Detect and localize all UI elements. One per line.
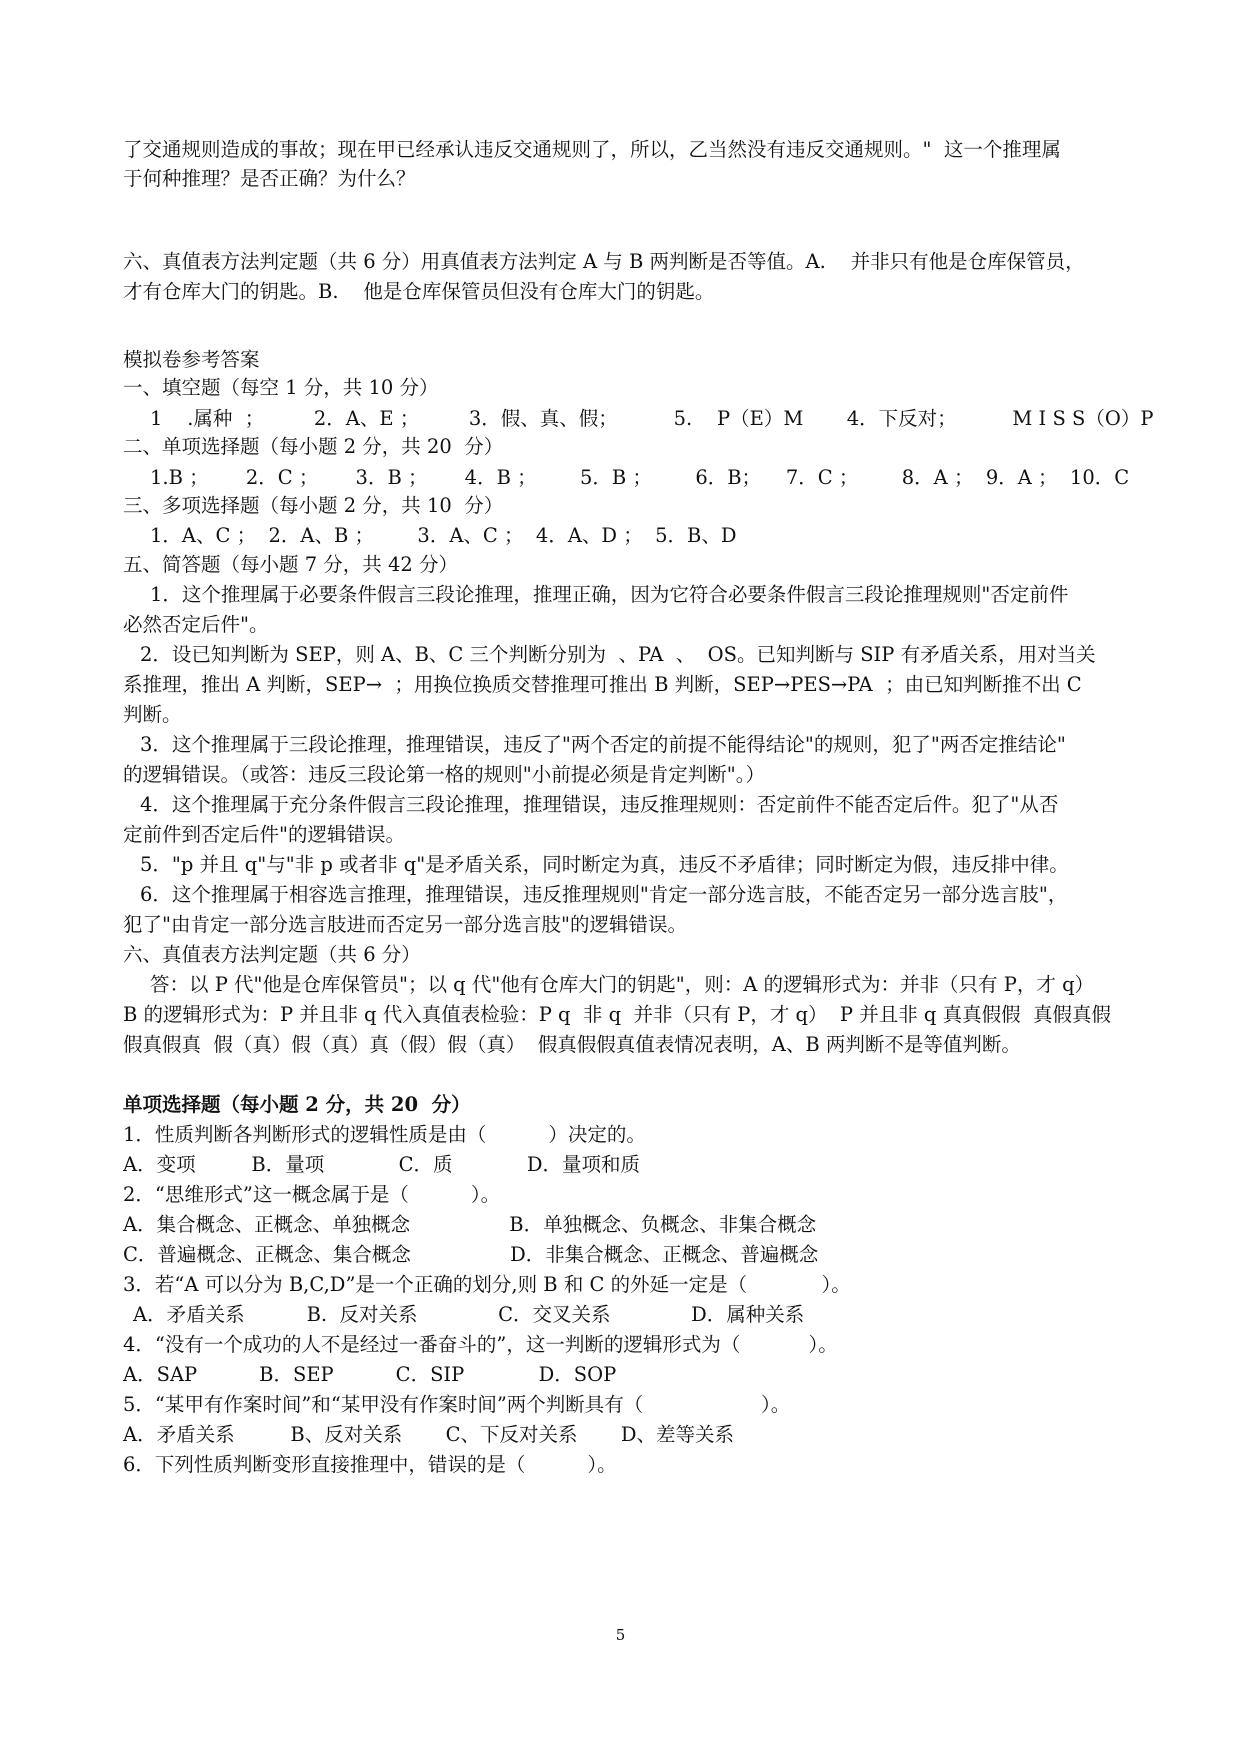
answer-line: 1 .属种 ； 2．A、E ； 3．假、真、假； 5. P（E）M 4．下反对； M I S S（O）P <box>150 407 1154 430</box>
option-line: A．SAP B．SEP C．SIP D．SOP <box>123 1363 617 1386</box>
answer-line: 1.B ； 2．C ； 3．B ； 4．B ； 5．B ； 6．B； 7．C ； 8．A ； 9．A ； 10．C <box>150 466 1130 489</box>
answer-line: 1．A、C ； 2．A、B ； 3．A、C ； 4．A、D ； 5．B、D <box>150 524 737 547</box>
answer-line: 判断。 <box>123 703 182 726</box>
section-heading: 单项选择题（每小题 2 分，共 20 分） <box>123 1093 471 1116</box>
answer-line: 6．这个推理属于相容选言推理，推理错误，违反推理规则"肯定一部分选言肢，不能否定另一部分选言肢"， <box>140 883 1068 906</box>
answer-line: 的逻辑错误。（或答：违反三段论第一格的规则"小前提必须是肯定判断"。） <box>123 763 765 786</box>
option-line: A．矛盾关系 B、反对关系 C、下反对关系 D、差等关系 <box>123 1423 735 1446</box>
answer-line: 必然否定后件"。 <box>123 613 269 636</box>
answer-line: 4．这个推理属于充分条件假言三段论推理，推理错误，违反推理规则：否定前件不能否定后件。犯了"从否 <box>140 793 1059 816</box>
text-line: 才有仓库大门的钥匙。B. 他是仓库保管员但没有仓库大门的钥匙。 <box>123 280 715 303</box>
answer-line: 2．设已知判断为 SEP，则 A、B、C 三个判断分别为 、PA 、 OS。已知判断与 SIP 有矛盾关系，用对当关 <box>140 643 1096 666</box>
answer-line: 假真假真 假（真）假（真）真（假）假（真） 假真假假真值表情况表明，A、B 两判断不是等值判断。 <box>123 1033 1021 1056</box>
option-line: C．普遍概念、正概念、集合概念 D．非集合概念、正概念、普遍概念 <box>123 1243 819 1266</box>
text-line: 了交通规则造成的事故；现在甲已经承认违反交通规则了，所以，乙当然没有违反交通规则。" 这一个推理属 <box>123 138 1061 161</box>
question-line: 5．“某甲有作案时间”和“某甲没有作案时间”两个判断具有（ ）。 <box>123 1393 791 1416</box>
answer-line: 3．这个推理属于三段论推理，推理错误，违反了"两个否定的前提不能得结论"的规则，犯了"两否定推结论" <box>140 733 1066 756</box>
section-heading: 一、填空题（每空 1 分，共 10 分） <box>123 376 439 399</box>
question-line: 6．下列性质判断变形直接推理中，错误的是（ ）。 <box>123 1453 617 1476</box>
answer-line: 系推理，推出 A 判断，SEP→ ；用换位换质交替推理可推出 B 判断，SEP→PES→PA ；由已知判断推不出 C <box>123 673 1082 696</box>
option-line: A．矛盾关系 B. 反对关系 C．交叉关系 D．属种关系 <box>133 1303 805 1326</box>
question-line: 1．性质判断各判断形式的逻辑性质是由（ ）决定的。 <box>123 1123 646 1146</box>
question-line: 3．若“A 可以分为 B,C,D”是一个正确的划分,则 B 和 C 的外延一定是（ ）。 <box>123 1273 851 1296</box>
answer-line: 定前件到否定后件"的逻辑错误。 <box>123 823 405 846</box>
section-heading: 六、真值表方法判定题（共 6 分） <box>123 943 421 966</box>
section-heading: 二、单项选择题（每小题 2 分，共 20 分） <box>123 435 504 458</box>
answer-line: 答：以 P 代"他是仓库保管员"；以 q 代"他有仓库大门的钥匙"，则：A 的逻辑形式为：并非（只有 P，才 q） <box>150 973 1095 996</box>
question-line: 2．“思维形式”这一概念属于是（ ）。 <box>123 1183 501 1206</box>
text-line: 于何种推理？是否正确？为什么？ <box>123 167 416 190</box>
option-line: A．变项 B．量项 C．质 D．量项和质 <box>123 1153 641 1176</box>
answers-title: 模拟卷参考答案 <box>123 348 260 371</box>
section-heading: 五、简答题（每小题 7 分，共 42 分） <box>123 553 459 576</box>
page-number: 5 <box>615 1626 626 1644</box>
option-line: A．集合概念、正概念、单独概念 B．单独概念、负概念、非集合概念 <box>123 1213 817 1236</box>
answer-line: B 的逻辑形式为：P 并且非 q 代入真值表检验：P q 非 q 并非（只有 P，才 q） P 并且非 q 真真假假 真假真假 <box>123 1003 1111 1026</box>
section-heading: 六、真值表方法判定题（共 6 分）用真值表方法判定 A 与 B 两判断是否等值。A. 并非只有他是仓库保管员， <box>123 250 1085 273</box>
section-heading: 三、多项选择题（每小题 2 分，共 10 分） <box>123 494 504 517</box>
question-line: 4．“没有一个成功的人不是经过一番奋斗的”，这一判断的逻辑形式为（ ）。 <box>123 1333 838 1356</box>
answer-line: 5．"p 并且 q"与"非 p 或者非 q"是矛盾关系，同时断定为真，违反不矛盾律；同时断定为假，违反排中律。 <box>140 853 1069 876</box>
answer-line: 犯了"由肯定一部分选言肢进而否定另一部分选言肢"的逻辑错误。 <box>123 913 687 936</box>
answer-line: 1．这个推理属于必要条件假言三段论推理，推理正确，因为它符合必要条件假言三段论推理规则"否定前件 <box>150 583 1069 606</box>
